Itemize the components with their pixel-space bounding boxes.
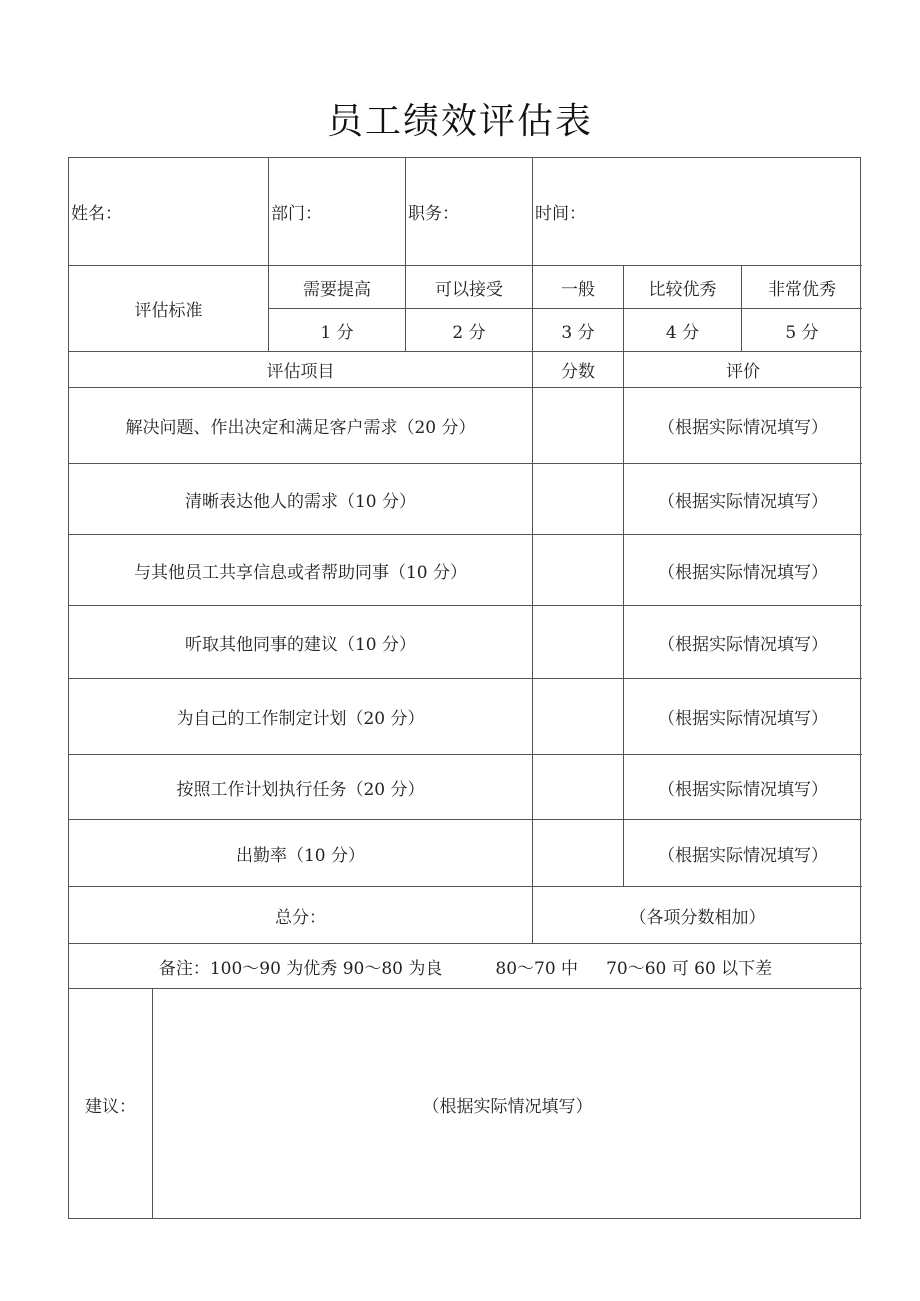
item-score-cell[interactable] [533, 606, 624, 679]
page-title: 员工绩效评估表 [326, 101, 593, 142]
position-field[interactable]: 职务： [406, 158, 533, 266]
item-comment-cell[interactable]: （根据实际情况填写） [624, 679, 862, 755]
item-name: 清晰表达他人的需求（10 分） [69, 464, 533, 535]
item-comment-cell[interactable]: （根据实际情况填写） [624, 388, 862, 464]
remark-grading-excellent-good: 备注：100～90 为优秀 90～80 为良 [158, 958, 443, 979]
score-4: 4 分 [624, 309, 742, 352]
suggestion-cell[interactable]: （根据实际情况填写） [422, 1096, 593, 1117]
item-name: 听取其他同事的建议（10 分） [69, 606, 533, 679]
column-header-comment: 评价 [624, 352, 862, 388]
column-header-score: 分数 [533, 352, 624, 388]
score-3: 3 分 [533, 309, 624, 352]
item-score-cell[interactable] [533, 679, 624, 755]
total-label: 总分： [69, 887, 533, 944]
level-good: 比较优秀 [624, 266, 742, 309]
level-needs-improvement: 需要提高 [269, 266, 406, 309]
department-field[interactable]: 部门： [269, 158, 406, 266]
total-value-cell[interactable]: （各项分数相加） [533, 887, 862, 944]
item-score-cell[interactable] [533, 464, 624, 535]
remark-grading-medium: 80～70 中 [495, 958, 579, 979]
item-name: 按照工作计划执行任务（20 分） [69, 755, 533, 820]
level-average: 一般 [533, 266, 624, 309]
time-field[interactable]: 时间： [533, 158, 862, 266]
item-score-cell[interactable] [533, 755, 624, 820]
remark-row [69, 944, 862, 989]
level-acceptable: 可以接受 [406, 266, 533, 309]
score-2: 2 分 [406, 309, 533, 352]
score-5: 5 分 [742, 309, 862, 352]
item-score-cell[interactable] [533, 388, 624, 464]
score-1: 1 分 [269, 309, 406, 352]
item-name: 与其他员工共享信息或者帮助同事（10 分） [69, 535, 533, 606]
item-comment-cell[interactable]: （根据实际情况填写） [624, 820, 862, 887]
column-header-item: 评估项目 [69, 352, 533, 388]
level-excellent: 非常优秀 [742, 266, 862, 309]
item-comment-cell[interactable]: （根据实际情况填写） [624, 755, 862, 820]
item-comment-cell[interactable]: （根据实际情况填写） [624, 535, 862, 606]
item-comment-cell[interactable]: （根据实际情况填写） [624, 464, 862, 535]
remark-grading-pass-poor: 70～60 可 60 以下差 [606, 958, 773, 979]
item-name: 解决问题、作出决定和满足客户需求（20 分） [69, 388, 533, 464]
item-score-cell[interactable] [533, 535, 624, 606]
item-name: 出勤率（10 分） [69, 820, 533, 887]
item-score-cell[interactable] [533, 820, 624, 887]
criteria-label: 评估标准 [69, 266, 269, 352]
name-field[interactable]: 姓名： [69, 158, 269, 266]
item-name: 为自己的工作制定计划（20 分） [69, 679, 533, 755]
item-comment-cell[interactable]: （根据实际情况填写） [624, 606, 862, 679]
evaluation-form-table [68, 157, 861, 1219]
suggestion-label: 建议： [69, 989, 153, 1219]
